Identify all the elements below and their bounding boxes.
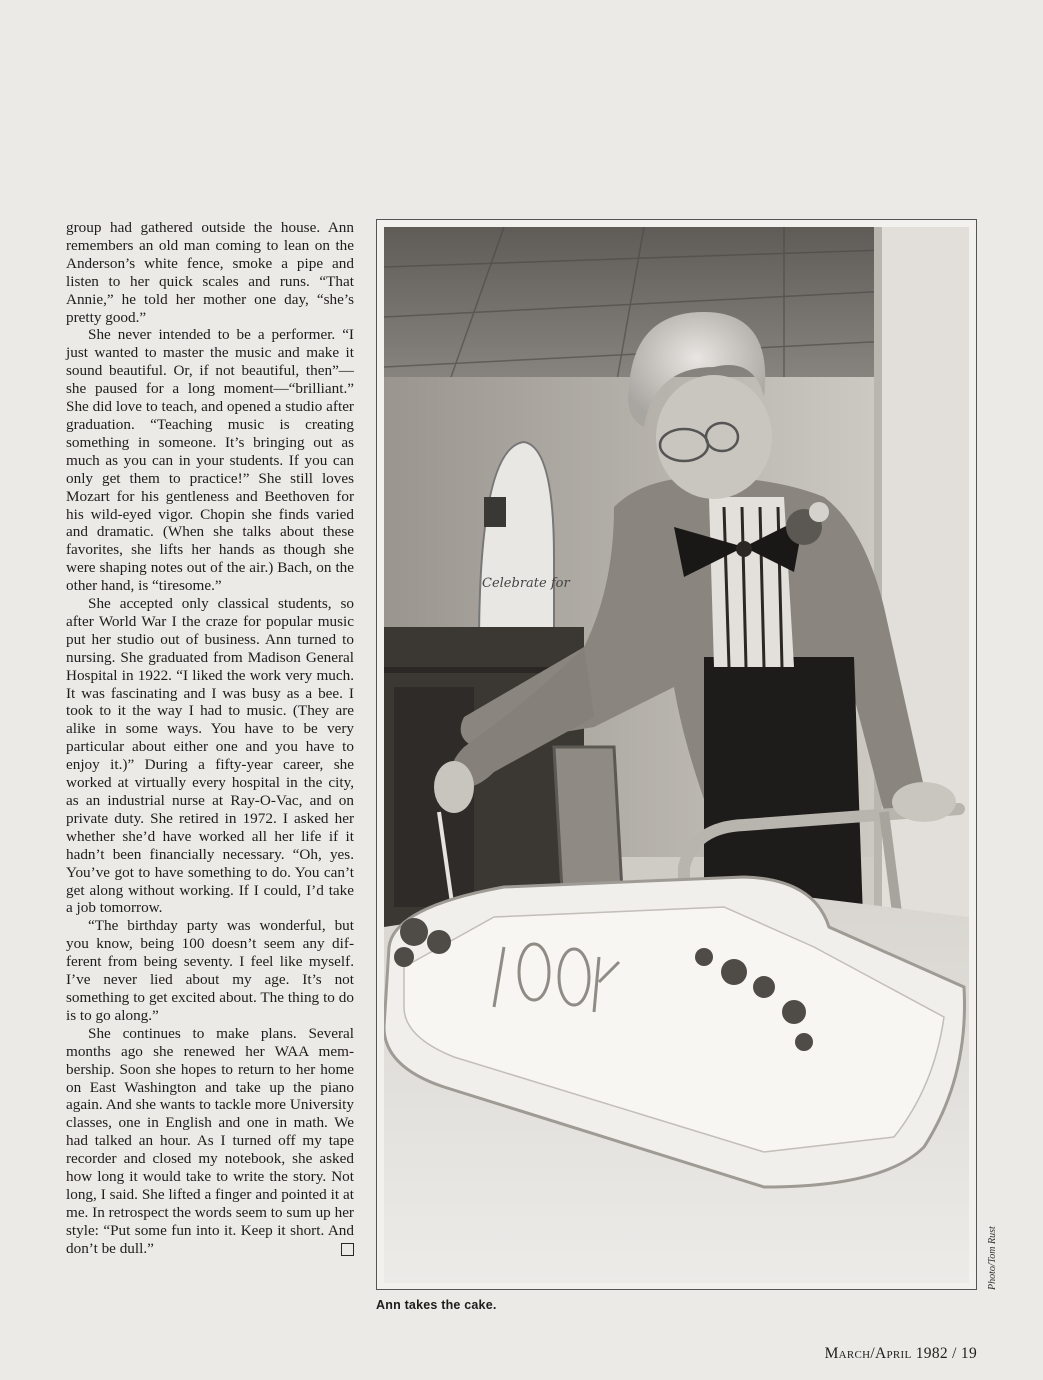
article-paragraph: She never intended to be a performer. “I just wanted to master the music and make it sound beautiful. Or, if not beautiful, then”—she paused for a long moment—“brilliant.” She did love to teach, and opened a studio after graduation. “Teaching music is creating something in someone. It’s bringing out as much as you can in your students. If you can only get them to practice!” She still loves Mozart for his gentleness and Beethoven for his wild-eyed vigor. Chopin she finds varied and dramatic. (When she talks about these favorites, she lifts her hands as though she were shaping notes out of the air.) Bach, on the other hand, is “tiresome.” [66,326,354,595]
folio-page-number: 19 [960,1345,977,1362]
page-folio [825,1345,977,1363]
photo-cake-cutting [384,227,969,1283]
photo-illustration [384,227,969,1283]
end-of-story-mark [341,1243,354,1256]
article-paragraph-text: She continues to make plans. Several months ago she renewed her WAA membership. Soon she hopes to return to her home on East Washington and take up the piano again. And she wants to tackle more University classes, one in English and one in math. We had talked an hour. As I turned off my tape recorder and closed my notebook, she asked how long it would take to write the story. Not long, I said. She lifted a finger and pointed it at me. In retrospect the words seem to sum up her style: “Put some fun into it. Keep it short. And don’t be dull.” [66,1024,354,1257]
folio-separator: / [947,1345,961,1362]
photo-caption: Ann takes the cake. [376,1298,497,1312]
article-column [66,219,354,1258]
photo-credit: Photo/Tom Rust [987,1226,998,1290]
article-paragraph-last [66,1025,354,1258]
photo-banner-text: Celebrate for [482,576,570,591]
folio-issue: March/April 1982 [824,1345,948,1362]
article-paragraph: group had gathered outside the house. Ann remembers an old man coming to lean on the Anderson’s white fence, smoke a pipe and listen to her quick scales and runs. “That Annie,” he told her mother one day, “she’s pretty good.” [66,219,354,326]
article-paragraph: She accepted only classical students, so after World War I the craze for popular music put her studio out of business. Ann turned to nursing. She graduated from Madison General Hospital in 1922. “I liked the work very much. It was fascinating and I was busy as a bee. I took to it the way I had to music. (They are alike in some ways. You have to be very particular about either one and you have to enjoy it.)” During a fifty-year career, she worked at virtually every hospital in the city, as an industrial nurse at Ray-O-Vac, and on private duty. She retired in 1972. I asked her whether she’d have worked all her life if it hadn’t been financially necessary. “Oh, yes. You’ve got to have something to do. You can’t get along without working. If I could, I’d take a job tomorrow. [66,595,354,917]
article-paragraph: “The birthday party was wonderful, but you know, being 100 doesn’t seem any different from being seventy. I feel like myself. I’ve never lied about my age. It’s not something to get excited about. The thing to do is to go along.” [66,917,354,1024]
